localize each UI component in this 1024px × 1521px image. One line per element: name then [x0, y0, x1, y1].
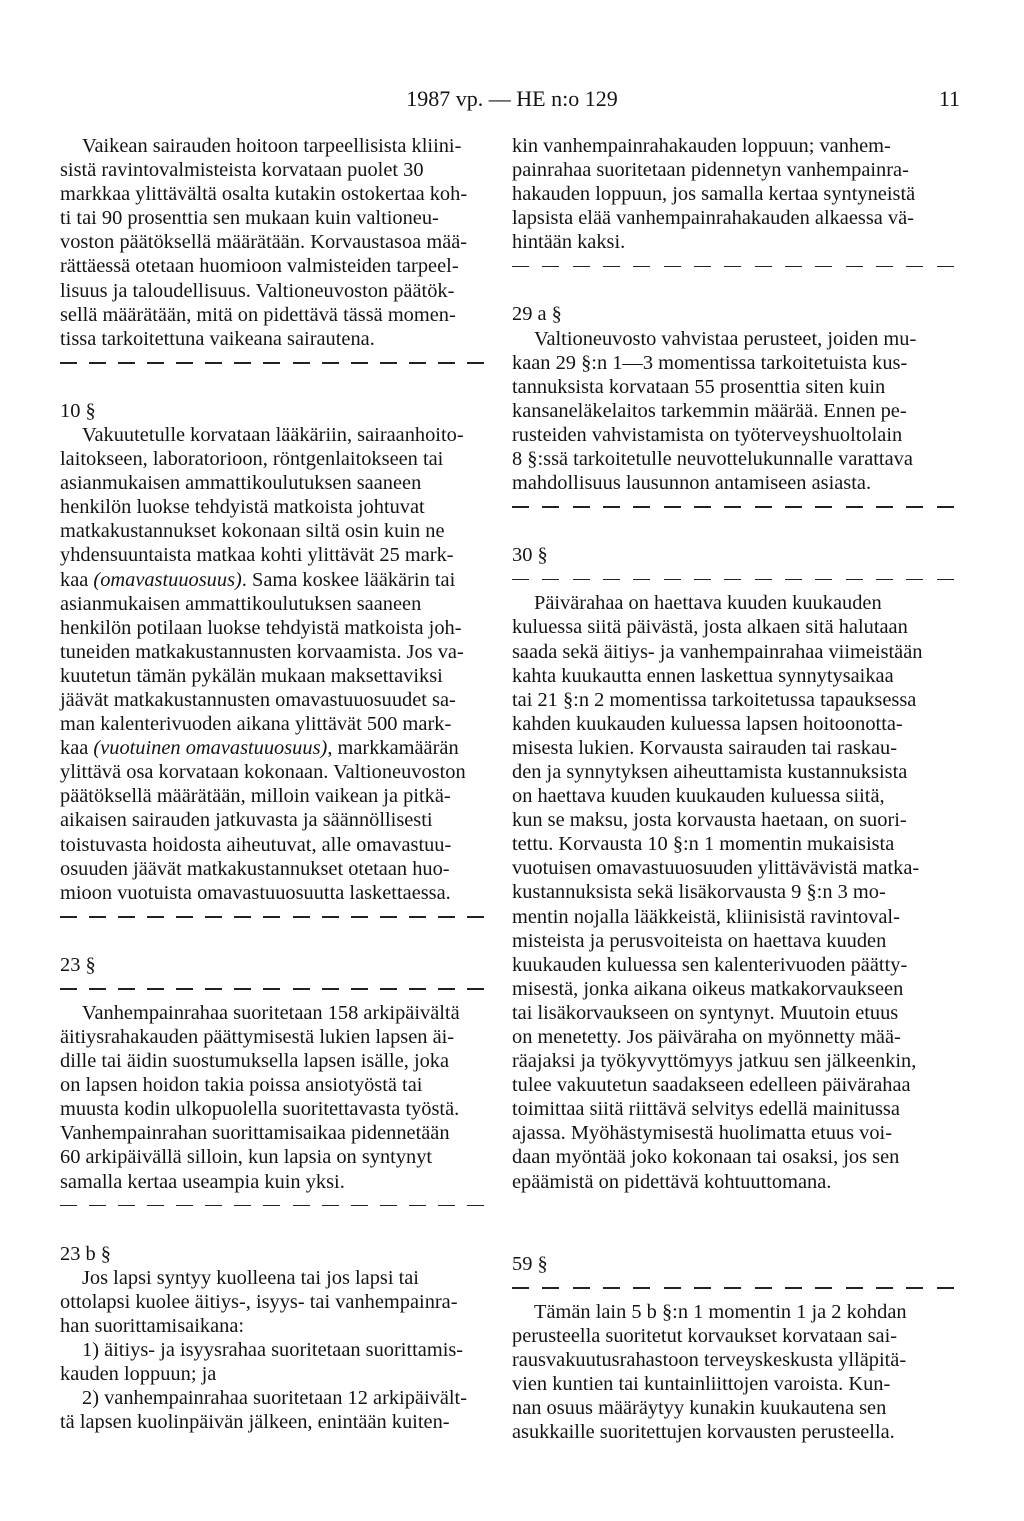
section-23b-text: [60, 1266, 484, 1435]
section-heading-23: 23 §: [60, 953, 96, 976]
line: tai 21 §:n 2 momentissa tarkoitetussa tapauksessa: [512, 688, 917, 711]
line: Jos lapsi syntyy kuolleena tai jos lapsi tai: [82, 1266, 419, 1289]
omission-dashes: [60, 977, 484, 1001]
line: tuneiden matkakustannusten korvaamista. Jos va-: [60, 640, 464, 663]
line: kahden kuukauden kuluessa lapsen hoitoonotta-: [512, 712, 903, 735]
line: sellä määrätään, mitä on pidettävä tässä momen-: [60, 303, 456, 326]
line: on haettava kuuden kuukauden kuluessa siitä,: [512, 785, 885, 808]
line: vien kuntien tai kuntainliittojen varoista. Kun-: [512, 1373, 891, 1396]
section-30-text: [512, 591, 954, 1193]
line: on lapsen hoidon takia poissa ansiotyöstä tai: [60, 1074, 423, 1097]
list-item: 1) äitiys- ja isyysrahaa suoritetaan suorittamis-: [82, 1339, 464, 1362]
line: kaan 29 §:n 1—3 momentissa tarkoitetuista kus-: [512, 351, 908, 374]
line: rusteiden vahvistamista on työterveyshuoltolain: [512, 423, 903, 446]
line: tannuksista korvataan 55 prosenttia siten kuin: [512, 375, 886, 398]
line: lisuus ja taloudellisuus. Valtioneuvoston päätök-: [60, 279, 455, 302]
line: Vakuutetulle korvataan lääkäriin, sairaanhoito-: [82, 423, 464, 446]
omission-dashes: [60, 1194, 484, 1218]
line: Vaikean sairauden hoitoon tarpeellisista kliini-: [82, 135, 462, 157]
omission-dashes: [60, 351, 484, 375]
line: vuotuisen omavastuuosuuden ylittävävistä matka-: [512, 857, 920, 880]
line: markkaa ylittävältä osalta kutakin ostokertaa koh-: [60, 183, 468, 206]
line: tettu. Korvausta 10 §:n 1 momentin mukaisista: [512, 833, 895, 856]
line: kun se maksu, josta korvausta haetaan, on suori-: [512, 809, 907, 832]
line: misestä, jonka aikana oikeus matkakorvaukseen: [512, 977, 904, 1000]
line: hintään kaksi.: [512, 231, 626, 254]
term-italic: (omavastuuosuus): [93, 568, 242, 591]
line: kansaneläkelaitos tarkemmin määrää. Ennen pe-: [512, 399, 907, 422]
continuation-text: [512, 134, 954, 254]
line: 60 arkipäivällä silloin, kun lapsia on syntynyt: [60, 1146, 433, 1169]
line: Päivärahaa on haettava kuuden kuukauden: [534, 592, 882, 615]
line: kuluessa siitä päivästä, josta alkaen sitä halutaan: [512, 616, 908, 639]
omission-dashes: [512, 1276, 954, 1300]
omission-dashes: [60, 905, 484, 929]
line: äitiysrahakauden päättymisestä lukien lapsen äi-: [60, 1026, 455, 1048]
line: hakauden loppuun, jos samalla kertaa syntyneistä: [512, 183, 916, 206]
page-header: [0, 84, 1024, 114]
list-item: 2) vanhempainrahaa suoritetaan 12 arkipäivält-: [82, 1387, 467, 1410]
omission-dashes: [512, 254, 954, 278]
running-title: 1987 vp. — HE n:o 129: [406, 86, 618, 111]
line: lapsista elää vanhempainrahakauden alkaessa vä-: [512, 207, 914, 230]
line: päätöksellä määrätään, milloin vaikean ja pitkä-: [60, 785, 451, 808]
line: kauden loppuun; ja: [60, 1363, 217, 1386]
section-heading-29a: 29 a §: [512, 303, 562, 326]
line: sistä ravintovalmisteista korvataan puolet 30: [60, 159, 424, 182]
line: daan myöntää joko kokonaan tai osaksi, jos sen: [512, 1146, 900, 1169]
line: toimittaa siitä riittävä selvitys edellä mainitussa: [512, 1098, 900, 1121]
line: kin vanhempainrahakauden loppuun; vanhem-: [512, 135, 891, 157]
right-column: [512, 134, 954, 1444]
section-heading-30: 30 §: [512, 544, 548, 567]
line: kaa: [60, 737, 94, 760]
line: 8 §:ssä tarkoitetulle neuvottelukunnalle varattava: [512, 448, 913, 471]
section-29a-text: [512, 327, 954, 496]
line: man kalenterivuoden aikana ylittävät 500 mark-: [60, 713, 452, 736]
line: epäämistä on pidettävä kohtuuttomana.: [512, 1170, 832, 1193]
paragraph-intro: [60, 134, 484, 351]
line: samalla kertaa useampia kuin yksi.: [60, 1170, 345, 1193]
line: ajassa. Myöhästymisestä huolimatta etuus voi-: [512, 1122, 892, 1145]
line: henkilön potilaan luokse tehdyistä matkoista joh-: [60, 616, 462, 639]
omission-dashes: [512, 567, 954, 591]
line: asukkaille suoritettujen korvausten perusteella.: [512, 1421, 895, 1444]
line: tissa tarkoitettuna vaikeana sairautena.: [60, 327, 375, 350]
term-italic: (vuotuinen omavastuuosuus): [93, 737, 328, 760]
line: aikaisen sairauden jatkuvasta ja säännöllisesti: [60, 809, 433, 832]
line: tai lisäkorvaukseen on syntynyt. Muutoin etuus: [512, 1001, 899, 1024]
line: Vanhempainrahan suorittamisaikaa pidennetään: [60, 1122, 450, 1145]
line: mahdollisuus lausunnon antamiseen asiasta.: [512, 472, 872, 495]
section-heading-23b: 23 b §: [60, 1242, 111, 1265]
line: matkakustannukset kokonaan siltä osin kuin ne: [60, 520, 445, 543]
line: ylittävä osa korvataan kokonaan. Valtioneuvoston: [60, 761, 466, 784]
line: laitokseen, laboratorioon, röntgenlaitokseen tai: [60, 448, 444, 471]
line: yhdensuuntaista matkaa kohti ylittävät 25 mark-: [60, 544, 454, 567]
line: ti tai 90 prosenttia sen mukaan kuin valtioneu-: [60, 207, 439, 230]
line: tä lapsen kuolinpäivän jälkeen, enintään kuiten-: [60, 1411, 450, 1434]
line: perusteella suoritetut korvaukset korvataan sai-: [512, 1324, 898, 1347]
line: Valtioneuvosto vahvistaa perusteet, joiden mu-: [534, 327, 917, 350]
line: toistuvasta hoidosta aiheutuvat, alle omavastuu-: [60, 833, 452, 856]
line: nan osuus määräytyy kunakin kuukautena sen: [512, 1397, 887, 1420]
line: painrahaa suoritetaan pidennetyn vanhempainra-: [512, 159, 909, 182]
line: jäävät matkakustannusten omavastuuosuudet sa-: [60, 688, 456, 711]
line: mentin nojalla lääkkeistä, kliinisistä ravintoval-: [512, 905, 900, 928]
line: Tämän lain 5 b §:n 1 momentin 1 ja 2 kohdan: [534, 1300, 907, 1323]
line: kaa: [60, 568, 94, 591]
line: räajaksi ja työkyvyttömyys jatkuu sen jälkeenkin,: [512, 1050, 917, 1073]
line: kuukauden kuluessa sen kalenterivuoden päätty-: [512, 953, 908, 976]
section-59-text: [512, 1300, 954, 1445]
line: voston päätöksellä määrätään. Korvaustasoa mää-: [60, 231, 468, 254]
line: . Sama koskee lääkärin tai: [241, 568, 456, 591]
left-column: [60, 134, 484, 1434]
line: misesta lukien. Korvausta sairauden tai raskau-: [512, 736, 898, 759]
line: kustannuksista sekä lisäkorvausta 9 §:n 3 mo-: [512, 881, 886, 904]
line: rättäessä otetaan huomioon valmisteiden tarpeel-: [60, 255, 459, 278]
line: henkilön luokse tehdyistä matkoista johtuvat: [60, 496, 425, 519]
line: misteista ja perusvoiteista on haettava kuuden: [512, 929, 887, 952]
line: tulee vakuutetun saadakseen edelleen päivärahaa: [512, 1074, 911, 1097]
line: kahta kuukautta ennen laskettua synnytysaikaa: [512, 664, 894, 687]
section-heading-10: 10 §: [60, 399, 96, 422]
line: den ja synnytyksen aiheuttamista kustannuksista: [512, 760, 908, 783]
line: , markkamäärän: [327, 737, 459, 760]
line: muusta kodin ulkopuolella suoritettavasta työstä.: [60, 1098, 460, 1121]
line: mioon vuotuista omavastuuosuutta laskettaessa.: [60, 881, 451, 904]
line: asianmukaisen ammattikoulutuksen saaneen: [60, 592, 422, 615]
section-heading-59: 59 §: [512, 1252, 548, 1275]
line: osuuden jäävät matkakustannukset otetaan huo-: [60, 857, 450, 880]
page-number: 11: [938, 86, 960, 111]
line: dille tai äidin suostumuksella lapsen isälle, joka: [60, 1050, 450, 1073]
section-10-text: [60, 423, 484, 905]
line: ottolapsi kuolee äitiys-, isyys- tai vanhempainra-: [60, 1290, 458, 1313]
section-23-text: [60, 1001, 484, 1194]
line: asianmukaisen ammattikoulutuksen saaneen: [60, 472, 422, 495]
line: Vanhempainrahaa suoritetaan 158 arkipäivältä: [82, 1001, 460, 1024]
line: han suorittamisaikana:: [60, 1314, 245, 1337]
line: rausvakuutusrahastoon terveyskeskusta ylläpitä-: [512, 1348, 907, 1371]
line: kuutetun tämän pykälän mukaan maksettaviksi: [60, 664, 443, 687]
line: saada sekä äitiys- ja vanhempainrahaa viimeistään: [512, 640, 923, 663]
line: on menetetty. Jos päiväraha on myönnetty mää-: [512, 1026, 901, 1048]
omission-dashes: [512, 495, 954, 519]
